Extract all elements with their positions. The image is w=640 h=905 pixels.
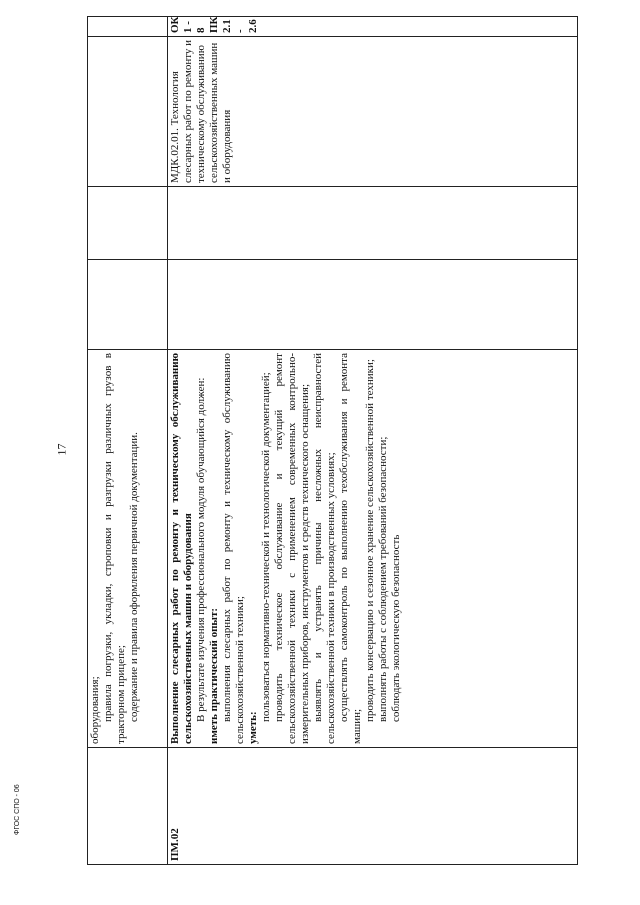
skill-item: выявлять и устранять причины несложных неисправностей сельскохозяйственной техники в производственных условиях; — [312, 353, 337, 744]
skill-item: соблюдать экологическую безопасность — [390, 534, 402, 722]
content-line: содержание и правила оформления первичной документации. — [128, 432, 140, 722]
competence-pk: ПК 2.1 - 2.6 — [208, 16, 259, 33]
competences-cell — [168, 17, 578, 37]
rotated-table-wrapper — [87, 17, 577, 865]
content-cell — [88, 350, 168, 748]
page-number: 17 — [54, 443, 69, 456]
skill-item: выполнять работы с соблюдением требований безопасности; — [377, 436, 389, 722]
empty-cell — [88, 37, 168, 187]
experience-text: выполнения слесарных работ по ремонту и техническому обслуживанию сельскохозяйственной техники; — [221, 353, 246, 744]
skills-heading: уметь: — [247, 711, 259, 744]
empty-cell — [168, 260, 578, 350]
skill-item: пользоваться нормативно-технической и технологической документацией; — [260, 372, 272, 722]
table-row — [88, 17, 168, 865]
content-line: правила погрузки, укладки, строповки и разгрузки различных грузов в тракторном прицепе; — [102, 353, 127, 744]
skill-item: проводить техническое обслуживание и текущий ремонт сельскохозяйственной техники с применением современных контрольно-измерительных приборов, инструментов и средств технического оснащения; — [273, 353, 311, 744]
competence-ok: ОК 1 - 8 — [169, 16, 207, 33]
experience-heading: иметь практический опыт: — [208, 607, 220, 744]
table-row — [168, 17, 578, 865]
content-line: оборудования; — [89, 676, 101, 744]
curriculum-table — [87, 16, 578, 865]
code-cell — [88, 748, 168, 865]
module-title: Выполнение слесарных работ по ремонту и техническому обслуживанию сельскохозяйственных машин и оборудования — [169, 353, 194, 744]
module-intro: В результате изучения профессионального модуля обучающийся должен: — [195, 377, 207, 722]
empty-cell — [88, 187, 168, 260]
empty-cell — [168, 187, 578, 260]
skill-item: проводить консервацию и сезонное хранение сельскохозяйственной техники; — [364, 359, 376, 722]
skill-item: осуществлять самоконтроль по выполнению техобслуживания и ремонта машин; — [338, 353, 363, 744]
module-content-cell — [168, 350, 578, 748]
empty-cell — [88, 17, 168, 37]
module-code: ПМ.02 — [168, 748, 578, 865]
footer-code: ФГОС СПО - 06 — [14, 784, 21, 835]
mdk-cell: МДК.02.01. Технология слесарных работ по ремонту и техническому обслуживанию сельскохозяйственных машин и оборудования — [168, 37, 578, 187]
empty-cell — [88, 260, 168, 350]
